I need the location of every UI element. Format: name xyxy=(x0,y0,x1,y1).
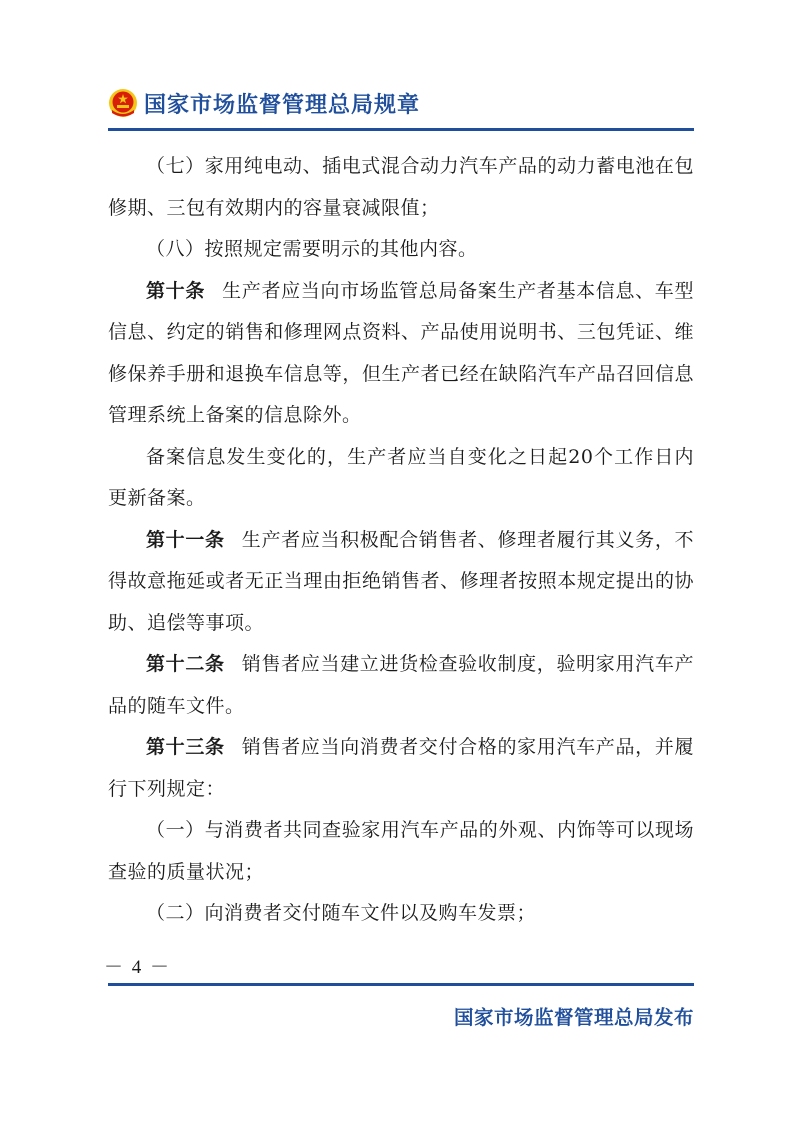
document-header xyxy=(108,86,420,120)
paragraph xyxy=(108,893,694,935)
paragraph xyxy=(108,644,694,727)
paragraph-text: （八）按照规定需要明示的其他内容。 xyxy=(146,238,478,260)
publisher-label: 国家市场监督管理总局发布 xyxy=(453,1006,694,1029)
paragraph xyxy=(108,146,694,229)
paragraph-text: 销售者应当向消费者交付合格的家用汽车产品，并履行下列规定： xyxy=(108,736,694,800)
page-number: － 4 － xyxy=(104,957,172,978)
paragraph-text: （一）与消费者共同查验家用汽车产品的外观、内饰等可以现场查验的质量状况； xyxy=(108,819,694,883)
paragraph-text: 生产者应当积极配合销售者、修理者履行其义务，不得故意拖延或者无正当理由拒绝销售者、修理者按照本规定提出的协助、追偿等事项。 xyxy=(108,528,694,634)
paragraph xyxy=(108,229,694,271)
paragraph xyxy=(108,271,694,437)
paragraph xyxy=(108,437,694,520)
paragraph-text: （二）向消费者交付随车文件以及购车发票； xyxy=(146,902,537,924)
paragraph xyxy=(108,810,694,893)
paragraph xyxy=(108,520,694,645)
header-title: 国家市场监督管理总局规章 xyxy=(144,92,421,118)
document-body xyxy=(108,146,694,935)
article-number: 第十二条 xyxy=(146,653,225,675)
national-emblem-icon xyxy=(108,88,138,118)
article-number: 第十条 xyxy=(146,279,206,302)
article-number: 第十三条 xyxy=(146,736,225,758)
header-divider xyxy=(108,128,694,131)
paragraph-text: （七）家用纯电动、插电式混合动力汽车产品的动力蓄电池在包修期、三包有效期内的容量衰减限值； xyxy=(108,155,694,219)
footer-divider xyxy=(108,983,694,986)
article-number: 第十一条 xyxy=(146,528,225,551)
paragraph-text: 生产者应当向市场监管总局备案生产者基本信息、车型信息、约定的销售和修理网点资料、产品使用说明书、三包凭证、维修保养手册和退换车信息等，但生产者已经在缺陷汽车产品召回信息管理系统上备案的信息除外。 xyxy=(108,279,694,426)
paragraph-text: 销售者应当建立进货检查验收制度，验明家用汽车产品的随车文件。 xyxy=(108,653,694,717)
paragraph xyxy=(108,727,694,810)
paragraph-text: 备案信息发生变化的，生产者应当自变化之日起20个工作日内更新备案。 xyxy=(108,445,694,509)
